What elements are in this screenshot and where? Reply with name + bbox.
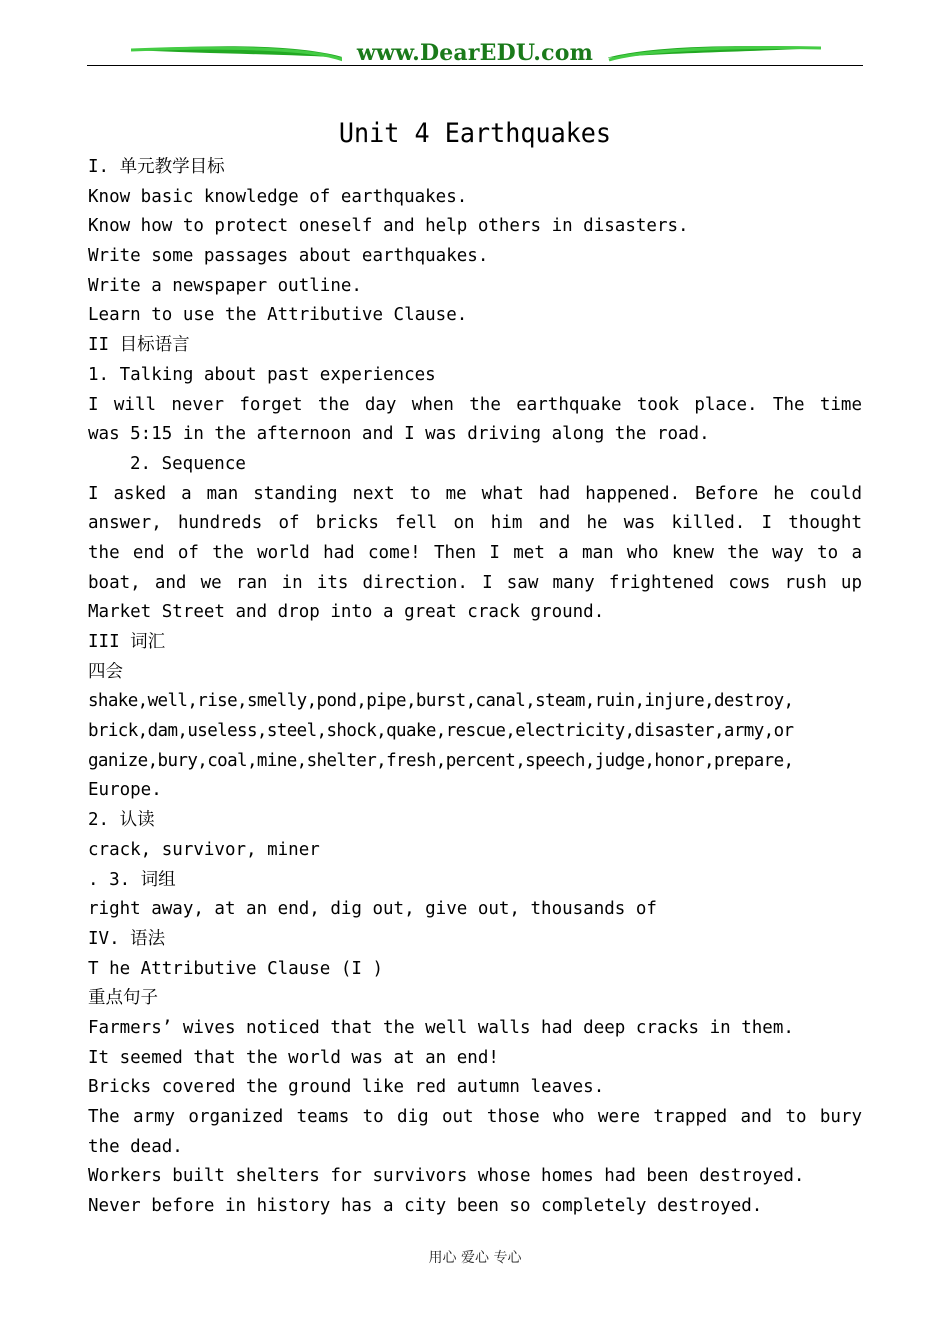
subsection-heading: . 3. 词组 bbox=[88, 869, 176, 890]
text-line: It seemed that the world was at an end! bbox=[88, 1047, 499, 1068]
text-line: Know basic knowledge of earthquakes. bbox=[88, 186, 468, 207]
page-footer: 用心 爱心 专心 bbox=[428, 1250, 522, 1266]
text-line: Market Street and drop into a great crack ground. bbox=[88, 602, 605, 623]
text-line: was 5:15 in the afternoon and I was driving along the road. bbox=[88, 424, 710, 445]
subsection-heading: 2. 认读 bbox=[88, 810, 155, 831]
text-line: Farmers’ wives noticed that the well walls had deep cracks in them. bbox=[88, 1017, 794, 1038]
text-line: answer, hundreds of bricks fell on him and he was killed. I thought bbox=[88, 513, 862, 534]
header-rule bbox=[87, 65, 863, 66]
document-title: Unit 4 Earthquakes bbox=[338, 118, 612, 149]
text-line: Learn to use the Attributive Clause. bbox=[88, 305, 468, 326]
text-line: Workers built shelters for survivors whose homes had been destroyed. bbox=[88, 1166, 805, 1187]
text-line: Never before in history has a city been so completely destroyed. bbox=[88, 1196, 763, 1217]
text-line: I asked a man standing next to me what had happened. Before he could bbox=[88, 483, 862, 504]
text-line: crack, survivor, miner bbox=[88, 839, 320, 860]
subsection-heading: 四会 bbox=[88, 661, 123, 682]
text-line: the dead. bbox=[88, 1136, 183, 1157]
vocabulary-line: brick,dam,useless,steel,shock,quake,rescue,electricity,disaster,army,or bbox=[88, 721, 794, 742]
text-line: Bricks covered the ground like red autumn leaves. bbox=[88, 1077, 605, 1098]
text-line: right away, at an end, dig out, give out, thousands of bbox=[88, 899, 657, 920]
text-line: 2. Sequence bbox=[130, 453, 246, 474]
vocabulary-line: Europe. bbox=[88, 780, 162, 801]
text-line: The army organized teams to dig out those who were trapped and to bury bbox=[88, 1107, 862, 1127]
vocabulary-line: ganize,bury,coal,mine,shelter,fresh,percent,speech,judge,honor,prepare, bbox=[88, 750, 794, 771]
section-heading: IV. 语法 bbox=[88, 928, 166, 949]
text-line: Write a newspaper outline. bbox=[88, 275, 362, 296]
text-line: the end of the world had come! Then I met a man who knew the way to a bbox=[88, 542, 862, 563]
text-line: 1. Talking about past experiences bbox=[88, 364, 436, 385]
text-line: I will never forget the day when the earthquake took place. The time bbox=[88, 394, 862, 415]
section-heading: I. 单元教学目标 bbox=[88, 157, 225, 177]
page-header bbox=[87, 38, 863, 70]
section-heading: II 目标语言 bbox=[88, 335, 190, 356]
text-line: Write some passages about earthquakes. bbox=[88, 246, 489, 267]
section-heading: III 词汇 bbox=[88, 632, 166, 652]
text-line: boat, and we ran in its direction. I saw many frightened cows rush up bbox=[88, 572, 862, 593]
vocabulary-line: shake,well,rise,smelly,pond,pipe,burst,canal,steam,ruin,injure,destroy, bbox=[88, 691, 794, 712]
text-line: T he Attributive Clause (I ) bbox=[88, 958, 384, 979]
site-logo[interactable]: www.DearEDU.com bbox=[342, 40, 608, 66]
text-line: Know how to protect oneself and help others in disasters. bbox=[88, 216, 689, 237]
document-body bbox=[88, 153, 862, 1222]
subsection-heading: 重点句子 bbox=[88, 988, 158, 1009]
